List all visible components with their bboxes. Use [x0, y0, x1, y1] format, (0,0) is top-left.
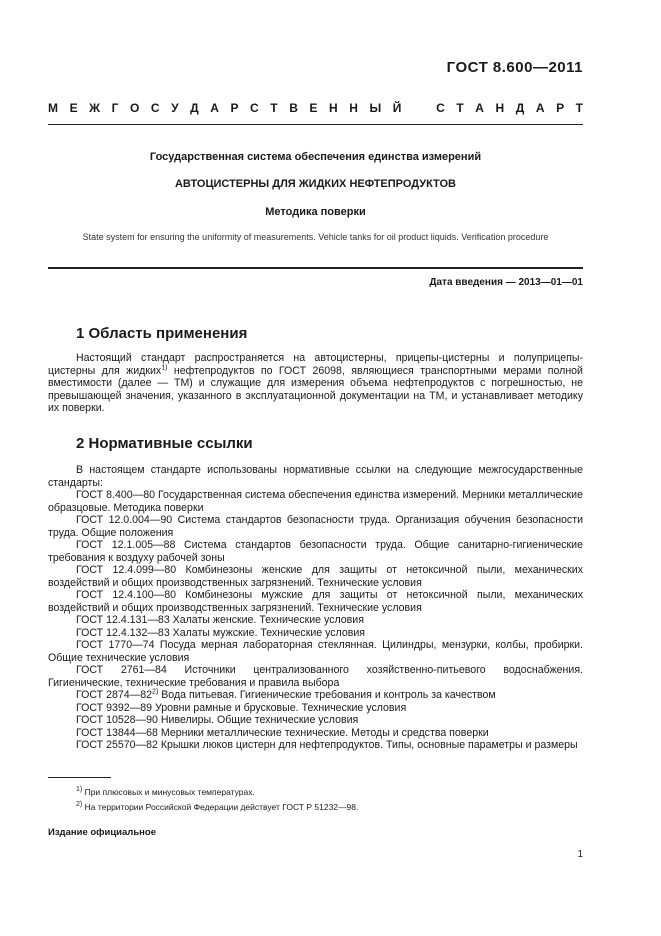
reference-item: ГОСТ 12.1.005—88 Система стандартов безопасности труда. Общие санитарно-гигиенические требования к воздуху рабочей зоны [48, 539, 583, 564]
introduction-date: Дата введения — 2013—01—01 [429, 277, 583, 288]
section-2-body [48, 464, 583, 752]
reference-item: ГОСТ 12.4.099—80 Комбинезоны женские для защиты от нетоксичной пыли, механических воздействий и общих производственных загрязнений. Технические условия [48, 564, 583, 589]
english-title: State system for ensuring the uniformity of measurements. Vehicle tanks for oil product liquids. Verification procedure [82, 232, 549, 242]
header-divider [48, 124, 583, 125]
footnote-2: $^{2)}$ На территории Российской Федерации действует ГОСТ Р 51232—98. [76, 801, 359, 812]
banner-letter: С [436, 101, 445, 115]
standard-title: АВТОЦИСТЕРНЫ ДЛЯ ЖИДКИХ НЕФТЕПРОДУКТОВ [174, 178, 457, 190]
banner-letter: Н [349, 101, 358, 115]
document-id: ГОСТ 8.600—2011 [446, 59, 583, 76]
system-title: Государственная система обеспечения единства измерений [149, 151, 482, 163]
reference-item: ГОСТ 12.4.100—80 Комбинезоны мужские для защиты от нетоксичной пыли, механических воздействий и общих производственных загрязнений. Технические условия [48, 589, 583, 614]
banner-letter: А [475, 101, 484, 115]
reference-item: ГОСТ 25570—82 Крышки люков цистерн для нефтепродуктов. Типы, основные параметры и размеры [76, 739, 578, 751]
banner-letter: О [129, 101, 140, 115]
banner-letter: Т [575, 101, 583, 115]
section-2-heading: 2 Нормативные ссылки [76, 435, 253, 452]
footnote-1: $^{1)}$ При плюсовых и минусовых температурах. [76, 786, 255, 797]
banner-letter: С [250, 101, 259, 115]
interstate-standard-banner [48, 101, 583, 115]
banner-letter: Е [69, 101, 78, 115]
footnote-ref-1: 1) [161, 363, 168, 371]
reference-item: ГОСТ 1770—74 Посуда мерная лабораторная стеклянная. Цилиндры, мензурки, колбы, пробирки. Общие технические условия [48, 639, 583, 664]
banner-letter: Й [392, 101, 402, 115]
banner-letter: Н [495, 101, 505, 115]
official-edition-label: Издание официальное [48, 827, 156, 838]
reference-item: ГОСТ 12.4.132—83 Халаты мужские. Технические условия [76, 626, 366, 639]
page-number: 1 [577, 849, 583, 860]
banner-letter: В [289, 101, 298, 115]
reference-item: ГОСТ 9392—89 Уровни рамные и брусковые. Технические условия [76, 701, 407, 714]
references-intro: В настоящем стандарте использованы нормативные ссылки на следующие межгосударственные стандарты: [48, 464, 583, 489]
footnote-divider [48, 777, 111, 778]
banner-letter: Р [230, 101, 239, 115]
reference-item: ГОСТ 2874—82$^{2)}$ Вода питьевая. Гигиенические требования и контроль за качеством [76, 688, 496, 701]
banner-letter: Т [456, 101, 464, 115]
reference-item: ГОСТ 10528—90 Нивелиры. Общие технические условия [76, 714, 359, 726]
reference-item: ГОСТ 2761—84 Источники централизованного хозяйственно-питьевого водоснабжения. Гигиенические, технические требования и правила выбора [48, 664, 583, 689]
footnote-ref-2: 2) [152, 688, 159, 696]
banner-letter: У [171, 101, 179, 115]
banner-letter: Д [190, 101, 199, 115]
banner-letter: Н [329, 101, 338, 115]
section-1-heading: 1 Область применения [76, 325, 248, 342]
reference-item: ГОСТ 13844—68 Мерники металлические технические. Методы и средства поверки [76, 726, 489, 739]
reference-item: ГОСТ 12.4.131—83 Халаты женские. Технические условия [76, 614, 364, 626]
section-1-body [48, 352, 583, 415]
title-divider [48, 267, 583, 269]
method-title: Методика поверки [265, 206, 366, 218]
banner-letter: Р [556, 101, 565, 115]
banner-letter: Г [111, 101, 119, 115]
banner-letter: А [535, 101, 545, 115]
banner-letter: Ж [89, 101, 100, 115]
reference-item: ГОСТ 8.400—80 Государственная система обеспечения единства измерений. Мерники металлические образцовые. Методика поверки [48, 489, 583, 514]
banner-letter: А [210, 101, 219, 115]
banner-letter: С [150, 101, 160, 115]
scope-paragraph: Настоящий стандарт распространяется на автоцистерны, прицепы-цистерны и полуприцепы-цистерны для жидких$^{1)}$ нефтепродуктов по ГОСТ 26098, являющиеся транспортными мерами полной вместимости (далее — ТМ) и служащие для измерения объема нефтепродуктов с погрешностью, не превышающей значения, указанного в эксплуатационной документации на ТМ, и устанавливает методику их поверки. [48, 352, 583, 414]
banner-letter: Т [270, 101, 278, 115]
banner-letter: Е [309, 101, 318, 115]
banner-letter: Ы [369, 101, 382, 115]
banner-letter: М [48, 101, 58, 115]
reference-item: ГОСТ 12.0.004—90 Система стандартов безопасности труда. Организация обучения безопасности труда. Общие положения [48, 514, 583, 539]
banner-letter: Д [515, 101, 525, 115]
